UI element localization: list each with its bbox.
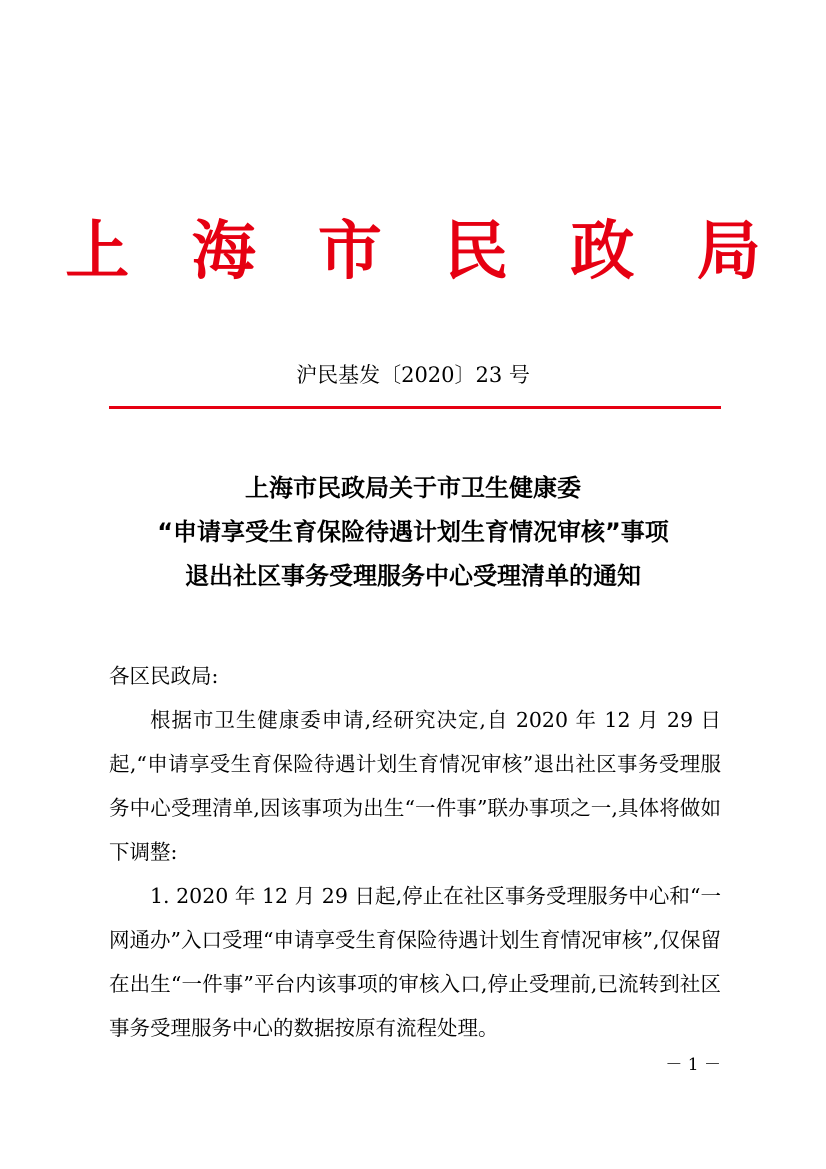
body-paragraph-2: 1. 2020 年 12 月 29 日起,停止在社区事务受理服务中心和“一网通办”入口受理“申请享受生育保险待遇计划生育情况审核”,仅保留在出生“一件事”平台内该事项的审核入口,停止受理前,已流转到社区事务受理服务中心的数据按原有流程处理。 xyxy=(109,884,721,1040)
salutation: 各区民政局: xyxy=(109,664,219,688)
document-title-line-2: “申请享受生育保险待遇计划生育情况审核”事项 xyxy=(157,518,669,546)
document-body xyxy=(109,654,721,1050)
document-number: 沪民基发〔2020〕23 号 xyxy=(296,363,530,387)
document-title xyxy=(0,466,826,598)
red-divider-line xyxy=(109,406,721,409)
page-number: － 1 － xyxy=(665,1055,721,1075)
issuing-authority-header: 上 海 市 民 政 局 xyxy=(65,214,781,289)
document-title-line-1: 上海市民政局关于市卫生健康委 xyxy=(245,474,581,502)
document-title-line-3: 退出社区事务受理服务中心受理清单的通知 xyxy=(185,562,641,590)
body-paragraph-1: 根据市卫生健康委申请,经研究决定,自 2020 年 12 月 29 日起,“申请享受生育保险待遇计划生育情况审核”退出社区事务受理服务中心受理清单,因该事项为出生“一件事”联办事项之一,具体将做如下调整: xyxy=(109,708,721,864)
